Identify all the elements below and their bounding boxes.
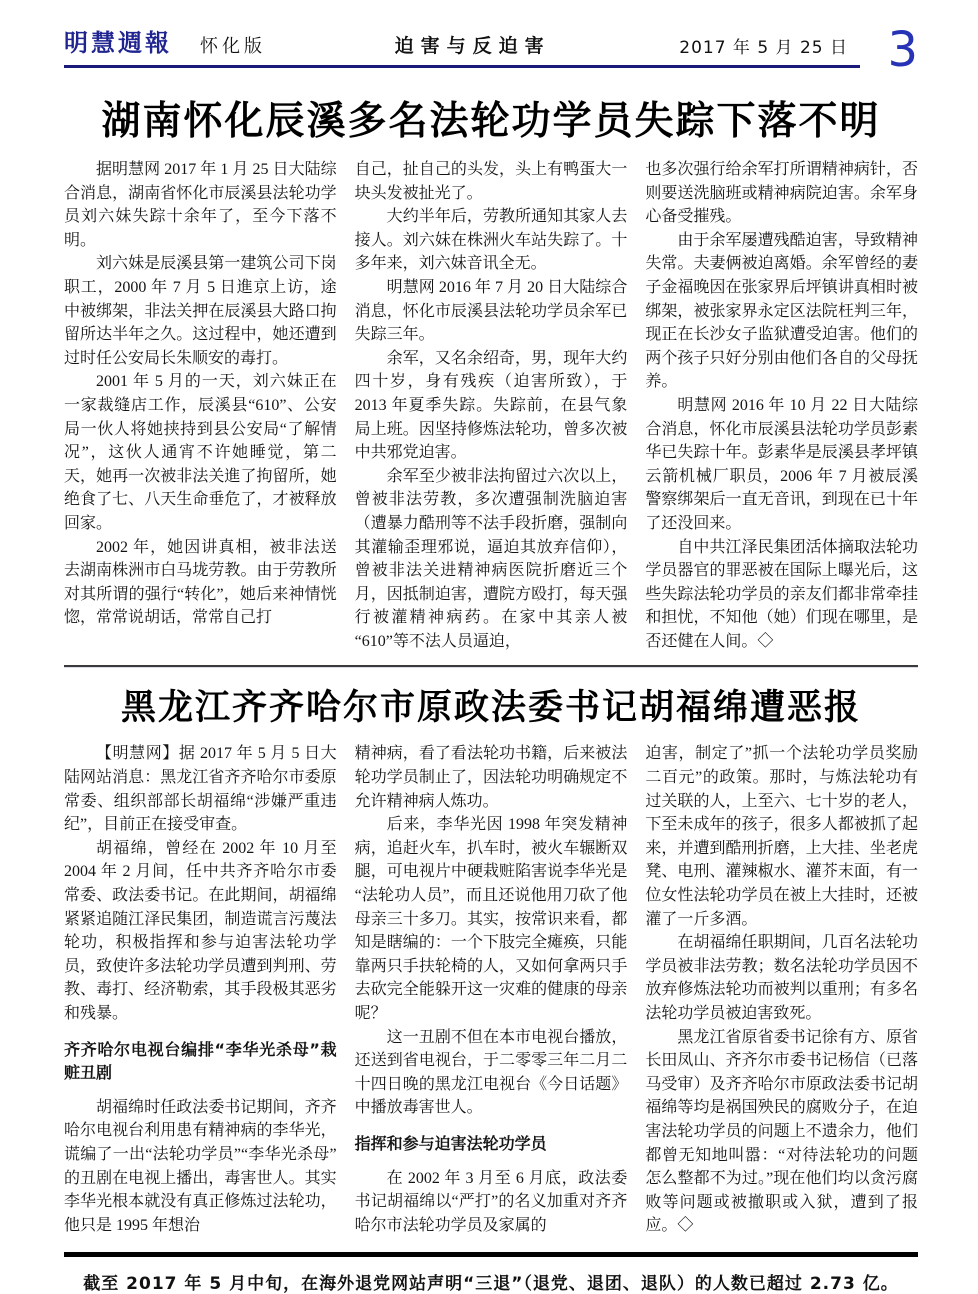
subheading: 齐齐哈尔电视台编排“李华光杀母”栽赃丑剧 — [64, 1039, 337, 1083]
edition-label: 怀化版 — [200, 36, 266, 57]
masthead-logo: 明慧週報 — [64, 29, 172, 57]
article-2-column-1 — [64, 742, 337, 1237]
paragraph: 明慧网 2016 年 7 月 20 日大陆综合消息，怀化市辰溪县法轮功学员余军已失踪三年。 — [354, 278, 628, 344]
paragraph: 余军，又名余绍奇，男，现年大约四十岁，身有残疾（迫害所致），于 2013 年夏季失踪。失踪前，在县气象局上班。因坚持修炼法轮功，曾多次被中共邪党迫害。 — [354, 349, 628, 462]
article-1 — [64, 90, 918, 653]
header-rule — [64, 65, 860, 68]
article-1-column-2 — [355, 158, 628, 653]
article-2-column-3 — [645, 742, 918, 1237]
article-1-body — [64, 158, 918, 653]
paragraph: 明慧网 2016 年 10 月 22 日大陆综合消息，怀化市辰溪县法轮功学员彭素华已失踪十年。彭素华是辰溪县孝坪镇云箭机械厂职员，2006 年 7 月被辰溪警察绑架后一直无音讯，到现在已十年了还没回来。 — [645, 396, 919, 532]
paragraph: 在 2002 年 3 月至 6 月底，政法委书记胡福绵以“严打”的名义加重对齐齐哈尔市法轮功学员及家属的 — [354, 1169, 628, 1234]
footer-statistic: 截至 2017 年 5 月中旬，在海外退党网站声明“三退”（退党、退团、退队）的人数已超过 2.73 亿。 — [83, 1273, 899, 1294]
paragraph: 在胡福绵任职期间，几百名法轮功学员被非法劳教；数名法轮功学员因不放弃修炼法轮功而被判以重刑；有多名法轮功学员被迫害致死。 — [645, 934, 919, 1022]
page-number: 3 — [887, 22, 918, 78]
paragraph: 胡福绵，曾经在 2002 年 10 月至 2004 年 2 月间，任中共齐齐哈尔市委常委、政法委书记。在此期间，胡福绵紧紧追随江泽民集团，制造谎言污蔑法轮功，积极指挥和参与迫害法轮功学员，致使许多法轮功学员遭到判刑、劳教、毒打、经济勒索，其手段极其恶劣和残暴。 — [64, 839, 337, 1022]
section-title: 迫害与反迫害 — [394, 35, 551, 57]
paragraph-continuation: 迫害，制定了”抓一个法轮功学员奖励二百元”的政策。那时，与炼法轮功有过关联的人，上至六、七十岁的老人，下至未成年的孩子，很多人都被抓了起来，并遭到酷刑折磨，上大挂、坐老虎凳、电刑、灌辣椒水、灌芥末面，有一位女性法轮功学员在被上大挂时，还被灌了一斤多酒。 — [645, 745, 919, 928]
article-divider — [64, 665, 918, 668]
article-1-column-1 — [64, 158, 337, 653]
paragraph: 后来，李华光因 1998 年突发精神病，追赶火车，扒车时，被火车辗断双腿，可电视片中硬栽赃陷害说李华光是“法轮功人员”，而且还说他用刀砍了他母亲三十多刀。其实，按常识来看，都知是瞎编的：一个下肢完全瘫痪，只能靠两只手扶轮椅的人，又如何拿两只手去砍完全能躲开这一灾难的健康的母亲呢？ — [354, 816, 628, 1022]
article-1-headline: 湖南怀化辰溪多名法轮功学员失踪下落不明 — [101, 99, 881, 144]
paragraph: 黑龙江省原省委书记徐有方、原省长田凤山、齐齐尔市委书记杨信（已落马受审）及齐齐哈尔市原政法委书记胡福绵等均是祸国殃民的腐败分子，在迫害法轮功学员的问题上不遗余力，他们都曾无知地叫嚣：“对待法轮功的问题怎么整都不为过。”现在他们均以贪污腐败等问题或被撤职或入狱，遭到了报应。◇ — [645, 1028, 919, 1235]
header-row — [64, 24, 918, 58]
article-2-headline: 黑龙江齐齐哈尔市原政法委书记胡福绵遭恶报 — [120, 688, 861, 729]
footer-rule — [64, 1252, 918, 1257]
paragraph: 胡福绵时任政法委书记期间，齐齐哈尔电视台利用患有精神病的李华光，谎编了一出“法轮功学员”“李华光杀母”的丑剧在电视上播出，毒害世人。其实李华光根本就没有真正修炼过法轮功，他只是 1995 年想治 — [64, 1098, 337, 1234]
paragraph: 大约半年后，劳教所通知其家人去接人。刘六妹在株洲火车站失踪了。十多年来，刘六妹音讯全无。 — [354, 208, 628, 273]
paragraph: 余军至少被非法拘留过六次以上，曾被非法劳教，多次遭强制洗脑迫害（遭暴力酷刑等不法手段折磨，强制向其灌输歪理邪说，逼迫其放弃信仰），曾被非法关进精神病医院折磨近三个月，因抵制迫害，遭院方殴打，每天强行被灌精神病药。在家中其亲人被“610”等不法人员逼迫， — [354, 467, 628, 650]
article-2 — [64, 680, 918, 1237]
issue-date: 2017 年 5 月 25 日 — [679, 38, 848, 58]
article-2-column-2 — [355, 742, 628, 1237]
paragraph: 据明慧网 2017 年 1 月 25 日大陆综合消息，湖南省怀化市辰溪县法轮功学员刘六妹失踪十余年了，至今下落不明。 — [64, 161, 337, 249]
paragraph: 由于余军屡遭残酷迫害，导致精神失常。夫妻俩被迫离婚。余军曾经的妻子金福晚因在张家界后坪镇讲真相时被绑架，被张家界永定区法院枉判三年，现正在长沙女子监狱遭受迫害。他们的两个孩子只好分别由他们各自的父母抚养。 — [645, 231, 919, 391]
paragraph: 这一丑剧不但在本市电视台播放，还送到省电视台，于二零零三年二月二十四日晚的黑龙江电视台《今日话题》中播放毒害世人。 — [354, 1028, 628, 1117]
paragraph: 2001 年 5 月的一天，刘六妹正在一家裁缝店工作，辰溪县“610”、公安局一伙人将她挟持到县公安局“了解情况”，这伙人通宵不许她睡觉，第二天，她再一次被非法关進了拘留所，她绝食了七、八天生命垂危了，才被释放回家。 — [64, 373, 337, 532]
paragraph: 【明慧网】据 2017 年 5 月 5 日大陆网站消息：黑龙江省齐齐哈尔市委原常委、组织部部长胡福绵“涉嫌严重违纪”，目前正在接受审查。 — [64, 745, 337, 834]
paragraph-continuation: 自己，扯自己的头发，头上有鸭蛋大一块头发被扯光了。 — [354, 161, 628, 202]
article-1-column-3 — [645, 158, 918, 653]
paragraph-continuation: 也多次强行给余军打所谓精神病针，否则要送洗脑班或精神病院迫害。余军身心备受摧残。 — [645, 161, 919, 226]
article-2-body — [64, 742, 918, 1237]
paragraph: 刘六妹是辰溪县第一建筑公司下岗职工，2000 年 7 月 5 日進京上访，途中被绑架，非法关押在辰溪县大路口拘留所达半年之久。这过程中，她还遭到过时任公安局长朱顺安的毒打。 — [64, 255, 337, 367]
paragraph-continuation: 精神病，看了看法轮功书籍，后来被法轮功学员制止了，因法轮功明确规定不允许精神病人炼功。 — [354, 745, 628, 810]
page-header — [64, 24, 918, 76]
paragraph: 自中共江泽民集团活体摘取法轮功学员器官的罪恶被在国际上曝光后，这些失踪法轮功学员的亲友们都非常牵挂和担忧，不知他（她）们现在哪里，是否还健在人间。◇ — [645, 538, 919, 650]
masthead-group — [64, 23, 266, 58]
subheading: 指挥和参与迫害法轮功学员 — [354, 1133, 547, 1153]
paragraph: 2002 年，她因讲真相，被非法送去湖南株洲市白马垅劳教。由于劳教所对其所谓的强行“转化”，她后来神情恍惚，常常说胡话，常常自己打 — [64, 538, 337, 627]
